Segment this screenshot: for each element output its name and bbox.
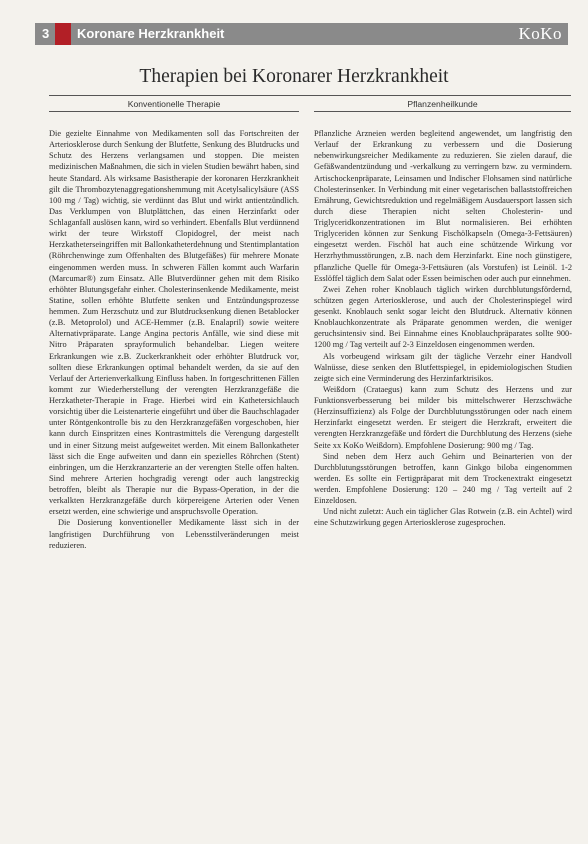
column-heading-herbal: Pflanzenheilkunde	[314, 98, 571, 112]
paragraph: Und nicht zuletzt: Auch ein täglicher Glas Rotwein (z.B. ein Achtel) wird eine Schutzwirkung gegen Arteriosklerose zugesprochen.	[314, 507, 572, 528]
column-heading-conventional: Konventionelle Therapie	[49, 98, 299, 112]
title-divider	[49, 95, 571, 96]
page-title: Therapien bei Koronarer Herzkrankheit	[139, 66, 449, 87]
column-herbal-medicine	[314, 128, 572, 529]
koko-logo: KoKo	[518, 24, 562, 43]
chapter-title: Koronare Herzkrankheit	[77, 26, 225, 41]
chapter-number: 3	[42, 26, 50, 41]
paragraph: Weißdorn (Crataegus) kann zum Schutz des Herzens und zur Funktionsverbesserung bei milder bis mittelschwerer Herzschwäche (Herzinsuffizienz) als Folge der Durchblutungsstörungen oder nach einem Herzinfarkt eingesetzt werden. Er steigert die Herzkraft, erweitert die verengten Herzkranzgefäße und fördert die Durchblutung des Herzens (siehe Seite xx KoKo Weißdorn). Empfohlene Dosierung: 900 mg / Tag.	[314, 384, 572, 450]
paragraph: Pflanzliche Arzneien werden begleitend angewendet, um langfristig den Verlauf der Erkrankung zu verbessern und die Dosierung nebenwirkungsreicher Medikamente zu reduzieren. Sie zielen darauf, die Gefäßwandentzündung und -verkalkung zu verringern bzw. zu vermindern. Artischockenpräparate, Leinsamen und Indischer Flohsamen sind natürliche Cholesterinsenker. In Verbindung mit einer vegetarischen ballaststoffreichen Ernährung, Gewichtsreduktion und regelmäßigem Ausdauersport lassen sich durch diese Therapien nicht selten Cholesterin- und Triglyceridkonzentrationen im Blut normalisieren. Bei erhöhten Triglyceriden können zur Senkung Fischölkapseln (Omega-3-Fettsäuren) eingesetzt werden. Fischöl hat auch eine schützende Wirkung vor Herzrhythmusstörungen, z.B. nach dem Herzinfarkt. Eine noch günstigere, pflanzliche Quelle für Omega-3-Fettsäuren (als Vorstufen) ist Leinöl. 1-2 Esslöffel täglich dem Salat oder Essen beimischen oder auch pur einnehmen.	[314, 129, 572, 283]
paragraph: Als vorbeugend wirksam gilt der tägliche Verzehr einer Handvoll Walnüsse, diese senken den Blutfettspiegel, in epidemiologischen Studien zeigte sich eine Verminderung des Herzinfarktrisikos.	[314, 351, 572, 383]
paragraph: Zwei Zehen roher Knoblauch täglich wirken durchblutungsfördernd, schützen gegen Arteriosklerose, und auch der Cholesterinspiegel wird gesenkt. Knoblauch senkt sogar leicht den Blutdruck. Alternativ können Knoblauchkonzentrate als Präparate genommen werden, die weniger geruchsintensiv sind. Bei Einnahme eines Knoblauchpräparates sollte 900-1200 mg / Tag verteilt auf 2-3 Einzeldosen eingenommen werden.	[314, 284, 572, 350]
column-conventional-therapy	[49, 128, 299, 551]
chapter-header-bar	[35, 23, 568, 45]
paragraph: Die gezielte Einnahme von Medikamenten soll das Fortschreiten der Arteriosklerose durch Senkung der Blutfette, Senkung des Blutdrucks und Schutz des Herzens verlangsamen und stoppen. Die meisten medizinischen Maßnahmen, die sich in vielen Studien bewährt haben, sind heute Standard. Als wirksame Basistherapie der koronaren Herzkrankheit gilt die Thrombozytenaggregationshemmung mit Acetylsalicylsäure (ASS 100 mg / Tag) wichtig, sie verdünnt das Blut und wirkt antientzündlich. Das Verklumpen von Blutplättchen, das einen Herzinfarkt oder Schlaganfall auslösen kann, wird so verhindert. Ebenfalls Blut verdünnend wirkt der teure Wirkstoff Clopidogrel, der meist nach Herzkatheterseingriffen mit Ballonkatheterdehnung und Stentimplantation (Röhrchenwinge zum Offenhalten des Blutgefäßes) für mehrere Monate eingenommen werden muss. In schweren Fällen kommt auch Warfarin (Marcumar®) zum Einsatz. Alle Blutverdünner gehen mit dem Risiko erhöhter Blutungsgefahr einher. Cholesterinsenkende Medikamente, meist Statine, sollen erhöhte Blutfette senken und Entzündungsprozesse hemmen. Zum Herzschutz und zur Blutdrucksenkung dienen Betablocker (z.B. Metoprolol) und ACE-Hemmer (z.B. Enalapril) sowie weitere Alternativpräparate. Lange Angina pectoris Anfälle, wie sind diese mit Nitro Präparaten sprayformulich behandelbar. Liegen weitere Erkrankungen wie z.B. Zuckerkrankheit oder erhöhter Blutdruck vor, sollten diese Erkrankungen optimal behandelt werden, da sie auf den Verlauf der Arterienverkalkung Einfluss haben. In fortgeschrittenen Fällen kommt zur Wiederherstellung der verengten Herzkranzgefäße die Herzkatheter-Therapie in Frage. Hierbei wird ein Kathetersichlauch vorsichtig über die Leistenarterie eingeführt und über die Bauchschlagader unter Röntgenkontrolle bis zu den Herzkranzgefäßen vorgeschoben, hier kann durch Einspritzen eines Kontrastmittels die Verengung dargestellt und in einer Sitzung meist aufgeweitet werden. Mit einem Ballonkatheter lässt sich die Enge aufweiten und dann ein spezielles Röhrchen (Stent) einbringen, um die Herzkranzarterie an der verengten Stelle offen halten. Sind mehrere Arterien hochgradig verengt oder auch langstreckig betroffen, bleibt als Therapie nur die Bypass-Operation, in der die verkalkten Herzkranzgefäße durch körpereigene Arterien oder Venen ersetzt werden, eine schwierige und anspruchsvolle Operation.	[49, 129, 299, 517]
chapter-color-tab	[55, 23, 71, 45]
paragraph: Sind neben dem Herz auch Gehirn und Beinarterien von der Durchblutungsstörungen betroffen, kann Ginkgo biloba eingenommen werden. Es sollte ein Fertigpräparat mit dem Trockenextrakt eingesetzt werden. Empfohlene Dosierung: 120 – 240 mg / Tag verteilt auf 2 Einzeldosen.	[314, 451, 572, 506]
paragraph: Die Dosierung konventioneller Medikamente lässt sich in der langfristigen Durchführung von Lebensstilveränderungen meist reduzieren.	[49, 518, 299, 550]
